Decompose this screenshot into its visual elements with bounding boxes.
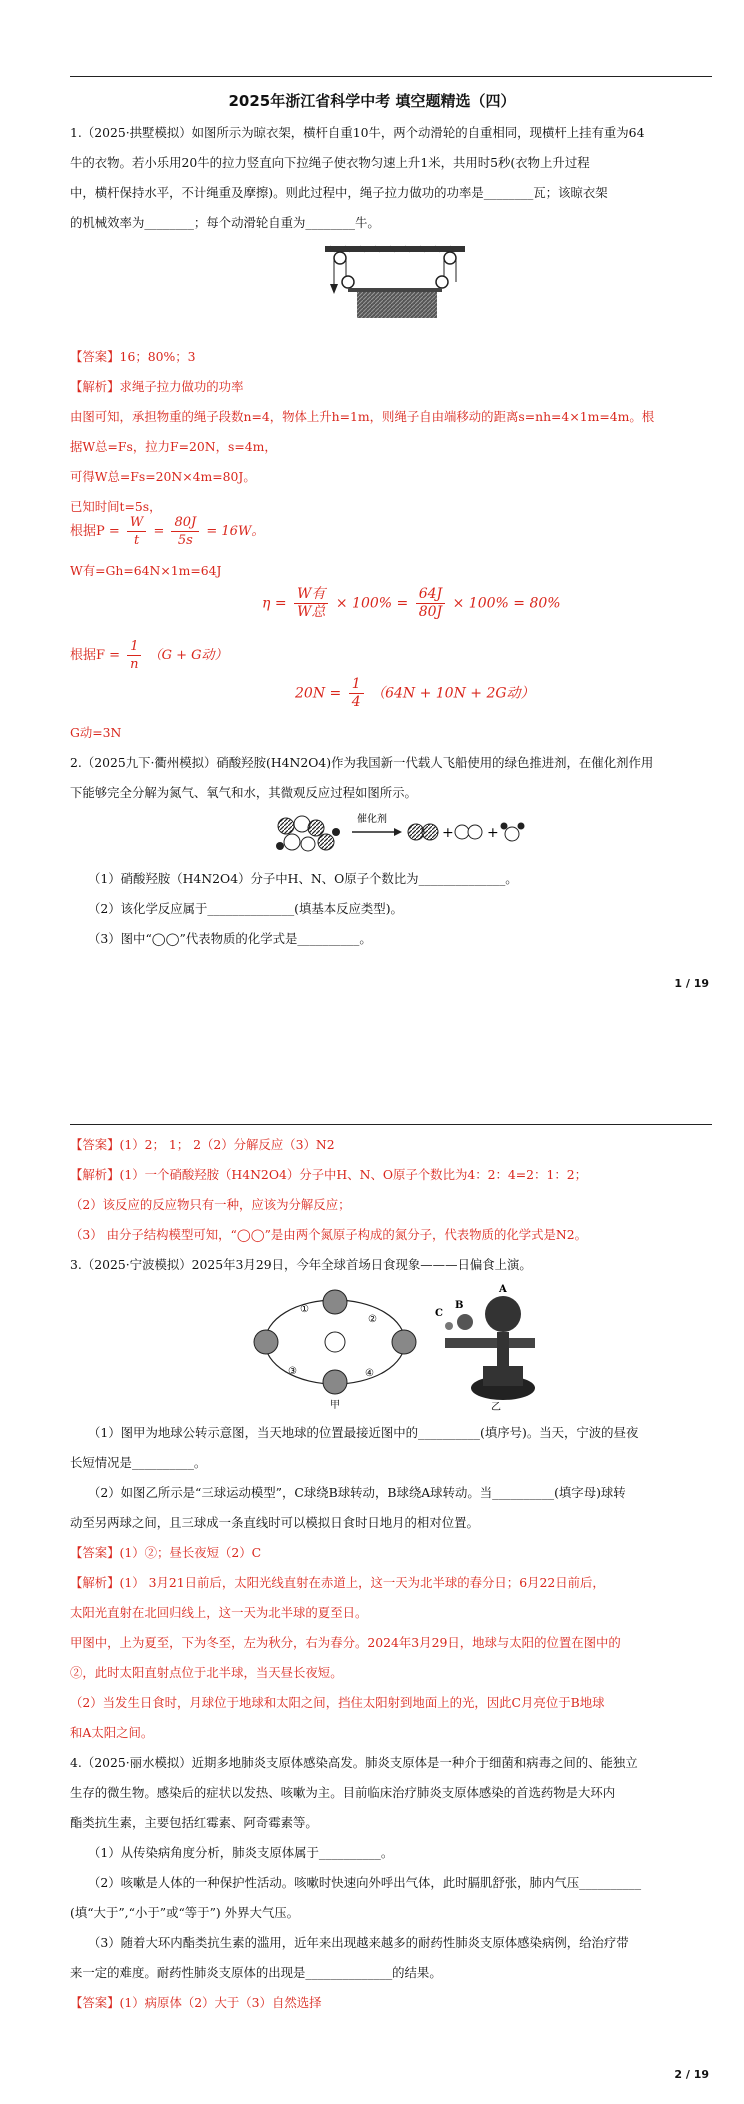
solve-formula: 20N = $\frac{1}{4}$ （64N + 10N + 2G动） — [295, 676, 535, 710]
top-rule — [70, 76, 712, 77]
power-formula: 根据P = $\frac{W}{t}$ = $\frac{80J}{5s}$ = 16W。 — [70, 515, 265, 548]
q3-analysis: 太阳光直射在北回归线上，这一天为北半球的夏至日。 — [70, 1605, 368, 1620]
reaction-diagram — [272, 810, 542, 856]
q3-line: 动至另两球之间，且三球成一条直线时可以模拟日食时日地月的相对位置。 — [70, 1515, 479, 1530]
q1-line: 中，横杆保持水平，不计绳重及摩擦)。则此过程中，绳子拉力做功的功率是________瓦；该晾衣架 — [70, 185, 608, 200]
q1-line: 牛的衣物。若小乐用20牛的拉力竖直向下拉绳子使衣物匀速上升1米，共用时5秒(衣物上升过程 — [70, 155, 590, 170]
q4-line: 4.（2025·丽水模拟）近期多地肺炎支原体感染高发。肺炎支原体是一种介于细菌和病毒之间的、能独立 — [70, 1755, 638, 1770]
q4-line: 酯类抗生素，主要包括红霉素、阿奇霉素等。 — [70, 1815, 318, 1830]
page-number: 2 / 19 — [674, 2068, 709, 2081]
force-formula: 根据F = $\frac{1}{n}$ （G + G动） — [70, 639, 228, 672]
svg-text:乙: 乙 — [491, 1402, 501, 1412]
svg-text:+: + — [442, 825, 454, 841]
q1-analysis: 可得W总=Fs=20N×4m=80J。 — [70, 469, 256, 484]
q2-analysis: （3） 由分子结构模型可知，“◯◯”是由两个氮原子构成的氮分子，代表物质的化学式是N2。 — [70, 1227, 588, 1242]
q3-line: 3.（2025·宁波模拟）2025年3月29日，今年全球首场日食现象———日偏食上演。 — [70, 1257, 532, 1272]
q2-line: （2）该化学反应属于______________(填基本反应类型)。 — [88, 901, 403, 916]
q1-analysis: 据W总=Fs，拉力F=20N，s=4m， — [70, 439, 277, 454]
q2-analysis: （2）该反应的反应物只有一种，应该为分解反应； — [70, 1197, 351, 1212]
top-rule — [70, 1124, 712, 1125]
q2-line: （1）硝酸羟胺（H4N2O4）分子中H、N、O原子个数比为______________。 — [88, 871, 518, 886]
q4-line: （1）从传染病角度分析，肺炎支原体属于__________。 — [88, 1845, 394, 1860]
q4-line: (填“大于”,“小于”或“等于”) 外界大气压。 — [70, 1905, 300, 1920]
q1-analysis-plain — [430, 514, 710, 515]
q2-line: 下能够完全分解为氮气、氧气和水，其微观反应过程如图所示。 — [70, 785, 417, 800]
q3-analysis: 【解析】(1） 3月21日前后，太阳光线直射在赤道上，这一天为北半球的春分日；6月22日前后， — [70, 1575, 605, 1590]
q3-analysis: 甲图中，上为夏至，下为冬至，左为秋分，右为春分。2024年3月29日，地球与太阳的位置在图中的 — [70, 1635, 621, 1650]
q1-line: 1.（2025·拱墅模拟）如图所示为晾衣架，横杆自重10牛，两个动滑轮的自重相同，现横杆上挂有重为64 — [70, 125, 645, 140]
svg-text:C: C — [435, 1308, 443, 1319]
q4-line: 来一定的难度。耐药性肺炎支原体的出现是______________的结果。 — [70, 1965, 442, 1980]
q4-line: （2）咳嗽是人体的一种保护性活动。咳嗽时快速向外呼出气体，此时膈肌舒张，肺内气压__________ — [88, 1875, 642, 1890]
q1-analysis: W有=Gh=64N×1m=64J — [70, 563, 222, 578]
clothes-rack-figure — [315, 244, 475, 324]
efficiency-formula: η = $\frac{\text{W有}}{\text{W总}}$ × 100% = $\frac{64J}{80J}$ × 100% = 80% — [262, 586, 561, 620]
q3-line: （2）如图乙所示是“三球运动模型”，C球绕B球转动，B球绕A球转动。当__________(填字母)球转 — [88, 1485, 626, 1500]
svg-text:催化剂: 催化剂 — [357, 814, 387, 825]
q3-analysis: 和A太阳之间。 — [70, 1725, 154, 1740]
q2-line: （3）图中“◯◯”代表物质的化学式是__________。 — [88, 931, 372, 946]
q1-analysis: 已知时间t=5s， — [70, 499, 162, 514]
q1-answer: 【答案】16；80%；3 — [70, 349, 196, 364]
q3-line: 长短情况是__________。 — [70, 1455, 207, 1470]
three-ball-model-figure — [425, 1282, 565, 1412]
q3-answer: 【答案】(1）②；昼长夜短（2）C — [70, 1545, 262, 1560]
q2-line: 2.（2025九下·衢州模拟）硝酸羟胺(H4N2O4)作为我国新一代载人飞船使用的绿色推进剂，在催化剂作用 — [70, 755, 654, 770]
svg-text:④: ④ — [365, 1368, 374, 1379]
q1-line: 的机械效率为________；每个动滑轮自重为________牛。 — [70, 215, 380, 230]
page-number: 1 / 19 — [674, 977, 709, 990]
svg-text:A: A — [499, 1284, 507, 1295]
q4-line: 生存的微生物。感染后的症状以发热、咳嗽为主。目前临床治疗肺炎支原体感染的首选药物是大环内 — [70, 1785, 616, 1800]
q4-answer: 【答案】(1）病原体（2）大于（3）自然选择 — [70, 1995, 322, 2010]
svg-text:②: ② — [368, 1314, 377, 1325]
q3-line: （1）图甲为地球公转示意图，当天地球的位置最接近图中的__________(填序号)。当天，宁波的昼夜 — [88, 1425, 639, 1440]
page-title: 2025年浙江省科学中考 填空题精选（四） — [228, 92, 516, 110]
q2-analysis: 【解析】(1）一个硝酸羟胺（H4N2O4）分子中H、N、O原子个数比为4：2：4=2：1：2； — [70, 1167, 587, 1182]
svg-text:B: B — [455, 1300, 464, 1311]
q1-result: G动=3N — [70, 725, 122, 740]
svg-text:+: + — [487, 825, 499, 841]
q1-analysis: 由图可知，承担物重的绳子段数n=4，物体上升h=1m，则绳子自由端移动的距离s=nh=4×1m=4m。根 — [70, 409, 655, 424]
svg-text:①: ① — [300, 1304, 309, 1315]
svg-text:③: ③ — [288, 1366, 297, 1377]
svg-text:甲: 甲 — [330, 1400, 340, 1411]
earth-orbit-figure — [250, 1282, 420, 1412]
q3-analysis: ②，此时太阳直射点位于北半球，当天昼长夜短。 — [70, 1665, 343, 1680]
q4-line: （3）随着大环内酯类抗生素的滥用，近年来出现越来越多的耐药性肺炎支原体感染病例，给治疗带 — [88, 1935, 629, 1950]
q1-analysis: 【解析】求绳子拉力做功的功率 — [70, 379, 244, 394]
q3-analysis: （2）当发生日食时，月球位于地球和太阳之间，挡住太阳射到地面上的光，因此C月亮位于B地球 — [70, 1695, 605, 1710]
q2-answer: 【答案】(1）2； 1； 2（2）分解反应（3）N2 — [70, 1137, 335, 1152]
